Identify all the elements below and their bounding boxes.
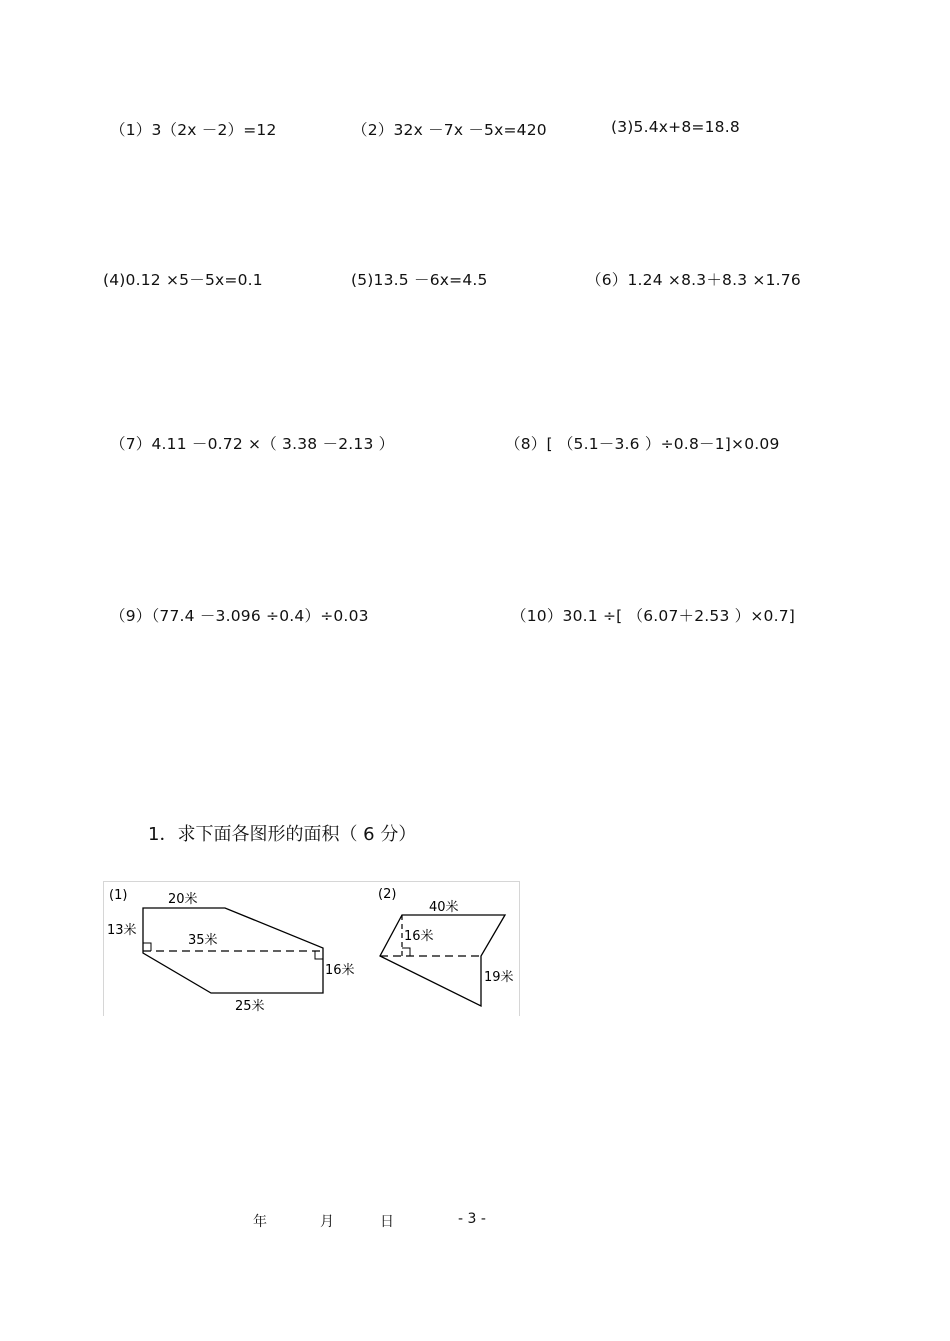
area-figures [103, 881, 520, 1016]
figures-svg [103, 881, 520, 1016]
section-heading: 1．求下面各图形的面积（ 6 分） [148, 824, 417, 845]
footer-month: 月 [320, 1214, 334, 1230]
figure-2-right-angle [402, 948, 410, 956]
equation-9: （9）（77.4 －3.096 ÷0.4）÷0.03 [110, 607, 369, 625]
figure-2-label: (2) [378, 887, 397, 902]
figure-1-label: (1) [109, 888, 128, 903]
figure-2-right-label: 19米 [484, 970, 514, 985]
equation-4: (4)0.12 ×5－5x=0.1 [103, 271, 263, 289]
figure-1-bottom-label: 25米 [235, 999, 265, 1014]
figure-1-right-label: 16米 [325, 963, 355, 978]
equation-10: （10）30.1 ÷[ （6.07＋2.53 ）×0.7] [511, 607, 796, 625]
equation-2: （2）32x －7x －5x=420 [352, 121, 547, 139]
figure-1 [107, 888, 355, 1014]
figure-1-right-angle-left [143, 943, 151, 951]
figure-1-left-label: 13米 [107, 923, 137, 938]
equation-8: （8）[ （5.1－3.6 ）÷0.8－1]×0.09 [505, 435, 780, 453]
footer-year: 年 [253, 1214, 267, 1230]
figure-2-height-label: 16米 [404, 929, 434, 944]
equation-3: (3)5.4x+8=18.8 [611, 118, 740, 136]
figure-1-top-label: 20米 [168, 892, 198, 907]
figure-1-right-angle-right [315, 951, 323, 959]
equation-1: （1）3（2x －2）=12 [110, 121, 277, 139]
equation-5: (5)13.5 －6x=4.5 [351, 271, 488, 289]
equation-6: （6）1.24 ×8.3＋8.3 ×1.76 [586, 271, 801, 289]
equation-7: （7）4.11 －0.72 ×（ 3.38 －2.13 ） [110, 435, 395, 453]
footer-day: 日 [380, 1214, 394, 1230]
figure-2-top-label: 40米 [429, 900, 459, 915]
figure-2 [378, 887, 514, 1006]
figure-1-dashed-label: 35米 [188, 933, 218, 948]
footer-page-number: - 3 - [458, 1211, 486, 1227]
figure-2-outline [380, 915, 505, 1006]
